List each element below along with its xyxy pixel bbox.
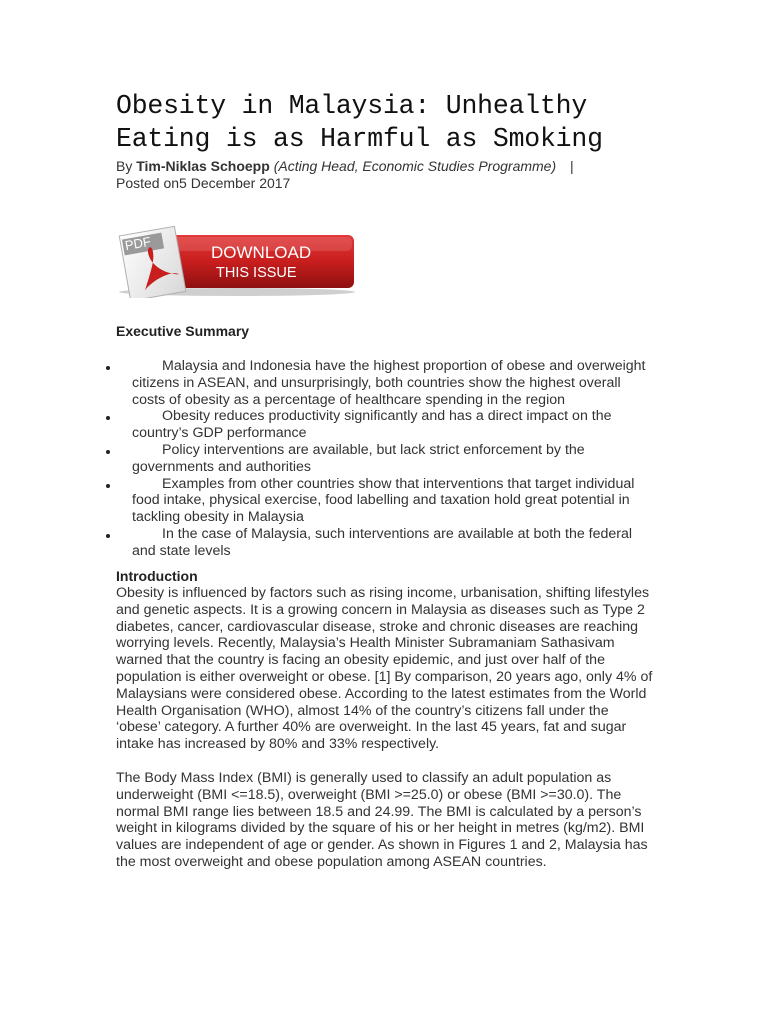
byline [116, 158, 636, 192]
bullet-icon [106, 366, 110, 370]
posted-date: Posted on5 December 2017 [116, 175, 291, 191]
list-item: Malaysia and Indonesia have the highest proportion of obese and overweight citizens in ASEAN, and unsurprisingly, both countries show the highest overall costs of obesity as a percentage of healthcare spending in the region [116, 358, 646, 408]
bullet-icon [106, 484, 110, 488]
byline-prefix: By [116, 158, 137, 174]
list-item: Examples from other countries show that interventions that target individual food intake, physical exercise, food labelling and taxation hold great potential in tackling obesity in Malaysia [116, 476, 646, 526]
pdf-icon [116, 218, 358, 298]
bullet-icon [106, 534, 110, 538]
download-line1: DOWNLOAD [211, 243, 312, 262]
introduction-paragraph-1: Obesity is influenced by factors such as rising income, urbanisation, shifting lifestyles and genetic aspects. It is a growing concern in Malaysia as diseases such as Type 2 diabetes, cancer, cardiovascular disease, stroke and chronic diseases are reaching worrying levels. Recently, Malaysia’s Health Minister Subramaniam Sathasivam warned that the country is facing an obesity epidemic, and just over half of the population is either overweight or obese. [1] By comparison, 20 years ago, only 4% of Malaysians were considered obese. According to the latest estimates from the World Health Organisation (WHO), almost 14% of the country’s citizens fall under the ‘obese’ category. A further 40% are overweight. In the last 45 years, fat and sugar intake has increased by 80% and 33% respectively. [116, 585, 653, 753]
pdf-badge: PDF [123, 233, 152, 254]
list-item: Obesity reduces productivity significantly and has a direct impact on the country’s GDP performance [116, 408, 646, 442]
byline-separator: | [570, 158, 574, 174]
list-item: Policy interventions are available, but lack strict enforcement by the governments and authorities [116, 442, 646, 476]
list-item: In the case of Malaysia, such interventions are available at both the federal and state levels [116, 526, 646, 560]
article [116, 90, 653, 870]
executive-summary-list [116, 358, 646, 560]
download-issue-button[interactable] [116, 218, 358, 298]
introduction-section [116, 568, 656, 871]
introduction-heading: Introduction [116, 568, 198, 584]
introduction-paragraph-2: The Body Mass Index (BMI) is generally used to classify an adult population as underweight (BMI <=18.5), overweight (BMI >=25.0) or obese (BMI >=30.0). The normal BMI range lies between 18.5 and 24.99. The BMI is calculated by a person’s weight in kilograms divided by the square of his or her height in metres (kg/m2). BMI values are independent of age or gender. As shown in Figures 1 and 2, Malaysia has the most overweight and obese population among ASEAN countries. [116, 769, 648, 870]
bullet-icon [106, 450, 110, 454]
author-name[interactable]: Tim-Niklas Schoepp [136, 158, 270, 174]
executive-summary-heading: Executive Summary [116, 323, 250, 339]
article-title: Obesity in Malaysia: Unhealthy Eating is as Harmful as Smoking [116, 91, 603, 154]
download-line2: THIS ISSUE [216, 265, 297, 281]
bullet-icon [106, 416, 110, 420]
author-role: (Acting Head, Economic Studies Programme) [273, 158, 557, 174]
